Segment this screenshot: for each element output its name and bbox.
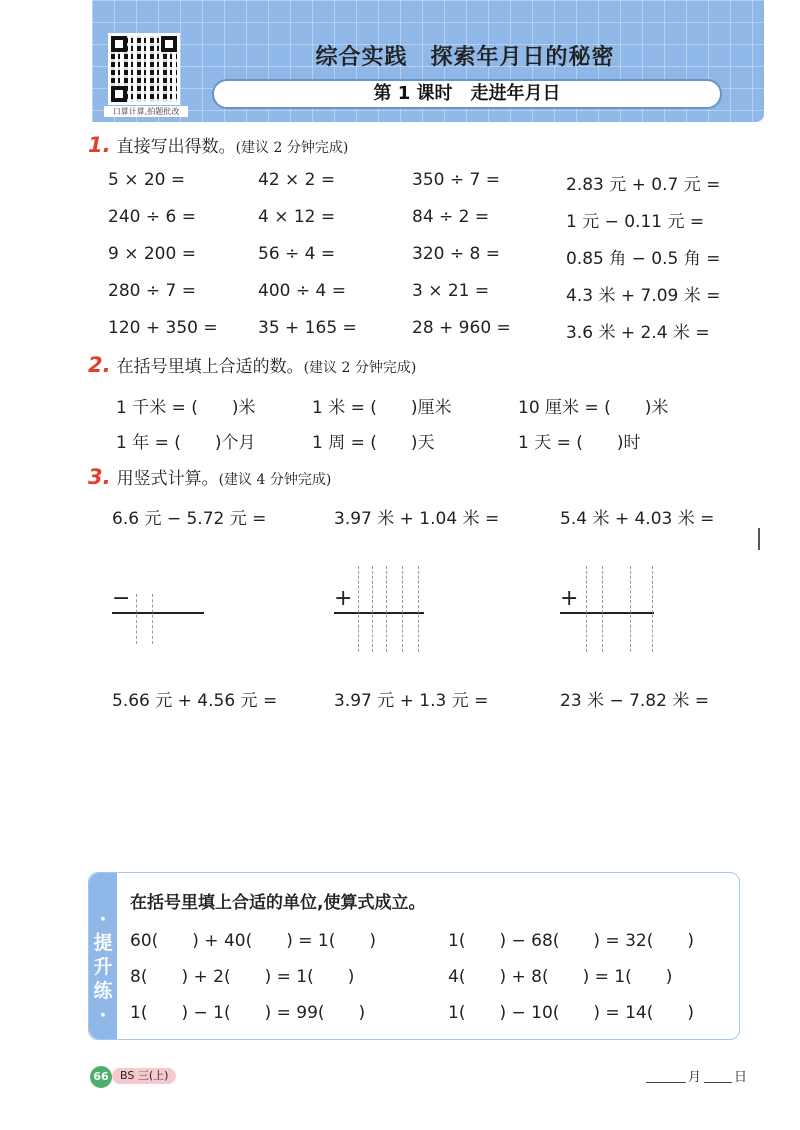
calc-line: [334, 612, 424, 614]
day-blank[interactable]: [704, 1082, 732, 1083]
qr-finder: [111, 86, 127, 102]
vertical-calc-problem: 3.97 元 + 1.3 元 =: [334, 691, 489, 711]
plus-sign: +: [560, 586, 579, 611]
guide-line: [372, 566, 373, 652]
mental-math-item: 9 × 200 =: [108, 244, 196, 264]
fill-blank-item: 1 千米 = ( )米: [116, 398, 256, 418]
edition-tag: BS 三(上): [112, 1068, 176, 1084]
section-title: 直接写出得数。: [116, 137, 236, 157]
lesson-subtitle: 第 1 课时 走进年月日: [212, 79, 722, 109]
tips-label-char: 练: [93, 980, 113, 1002]
guide-line: [602, 566, 603, 652]
calc-line: [112, 612, 204, 614]
mental-math-item: 35 + 165 =: [258, 318, 357, 338]
tips-side-bar: [89, 873, 117, 1039]
guide-line: [136, 594, 137, 644]
mental-math-item: 3 × 21 =: [412, 281, 490, 301]
fill-blank-item: 1 米 = ( )厘米: [312, 398, 452, 418]
mental-math-item: 4 × 12 =: [258, 207, 336, 227]
unit-equation-item: 8( ) + 2( ) = 1( ): [130, 967, 355, 987]
section-hint: (建议 2 分钟完成): [303, 360, 417, 376]
section-hint: (建议 2 分钟完成): [235, 140, 349, 156]
unit-equation-item: 1( ) − 1( ) = 99( ): [130, 1003, 366, 1023]
page-edge-mark: [758, 528, 760, 550]
section-number: 1.: [88, 133, 111, 157]
guide-line: [402, 566, 403, 652]
mental-math-item: 84 ÷ 2 =: [412, 207, 490, 227]
guide-line: [358, 566, 359, 652]
mental-math-item: 400 ÷ 4 =: [258, 281, 346, 301]
mental-math-item: 42 × 2 =: [258, 170, 336, 190]
qr-finder: [111, 36, 127, 52]
tips-title: 在括号里填上合适的单位,使算式成立。: [130, 893, 426, 913]
unit-equation-item: 1( ) − 68( ) = 32( ): [448, 931, 694, 951]
fill-blank-item: 10 厘米 = ( )米: [518, 398, 669, 418]
plus-sign: +: [334, 586, 353, 611]
fill-blank-item: 1 年 = ( )个月: [116, 433, 256, 453]
mental-math-item: 350 ÷ 7 =: [412, 170, 500, 190]
mental-math-item: 0.85 角 − 0.5 角 =: [566, 249, 721, 269]
section-1-heading: [88, 132, 348, 157]
vertical-calc-problem: 5.66 元 + 4.56 元 =: [112, 691, 278, 711]
guide-line: [630, 566, 631, 652]
mental-math-item: 28 + 960 =: [412, 318, 511, 338]
guide-line: [652, 566, 653, 652]
mental-math-item: 2.83 元 + 0.7 元 =: [566, 175, 721, 195]
page-title: 综合实践 探索年月日的秘密: [315, 45, 615, 70]
vertical-calc-problem: 3.97 米 + 1.04 米 =: [334, 509, 500, 529]
minus-sign: −: [112, 586, 131, 611]
tips-label-char: 升: [93, 956, 113, 978]
unit-equation-item: 1( ) − 10( ) = 14( ): [448, 1003, 694, 1023]
vertical-calc-problem: 5.4 米 + 4.03 米 =: [560, 509, 715, 529]
mental-math-item: 280 ÷ 7 =: [108, 281, 196, 301]
vertical-calc-problem: 23 米 − 7.82 米 =: [560, 691, 709, 711]
tips-side-label: [91, 907, 115, 1027]
qr-finder: [161, 36, 177, 52]
section-number: 2.: [88, 353, 111, 377]
section-3-heading: [88, 464, 331, 489]
mental-math-item: 240 ÷ 6 =: [108, 207, 196, 227]
fill-blank-item: 1 天 = ( )时: [518, 433, 641, 453]
mental-math-item: 120 + 350 =: [108, 318, 218, 338]
mental-math-item: 56 ÷ 4 =: [258, 244, 336, 264]
mental-math-item: 5 × 20 =: [108, 170, 186, 190]
day-label: 日: [734, 1070, 748, 1085]
page-number: 66: [90, 1066, 112, 1088]
mental-math-item: 3.6 米 + 2.4 米 =: [566, 323, 710, 343]
qr-code[interactable]: [108, 33, 180, 105]
tips-label-char: 提: [93, 932, 113, 954]
unit-equation-item: 60( ) + 40( ) = 1( ): [130, 931, 376, 951]
month-blank[interactable]: [646, 1082, 686, 1083]
month-label: 月: [688, 1070, 702, 1085]
section-hint: (建议 4 分钟完成): [218, 472, 332, 488]
calc-line: [560, 612, 654, 614]
fill-blank-item: 1 周 = ( )天: [312, 433, 435, 453]
guide-line: [418, 566, 419, 652]
section-2-heading: [88, 352, 416, 377]
unit-equation-item: 4( ) + 8( ) = 1( ): [448, 967, 673, 987]
section-number: 3.: [88, 465, 111, 489]
mental-math-item: 1 元 − 0.11 元 =: [566, 212, 705, 232]
tips-label-char: ·: [99, 1004, 107, 1026]
vertical-calc-problem: 6.6 元 − 5.72 元 =: [112, 509, 267, 529]
mental-math-item: 320 ÷ 8 =: [412, 244, 500, 264]
section-title: 在括号里填上合适的数。: [116, 357, 304, 377]
guide-line: [586, 566, 587, 652]
guide-line: [386, 566, 387, 652]
section-title: 用竖式计算。: [116, 469, 219, 489]
qr-caption: 口算计算,拍题批改: [104, 106, 188, 117]
guide-line: [152, 594, 153, 644]
mental-math-item: 4.3 米 + 7.09 米 =: [566, 286, 721, 306]
tips-label-char: ·: [99, 908, 107, 930]
